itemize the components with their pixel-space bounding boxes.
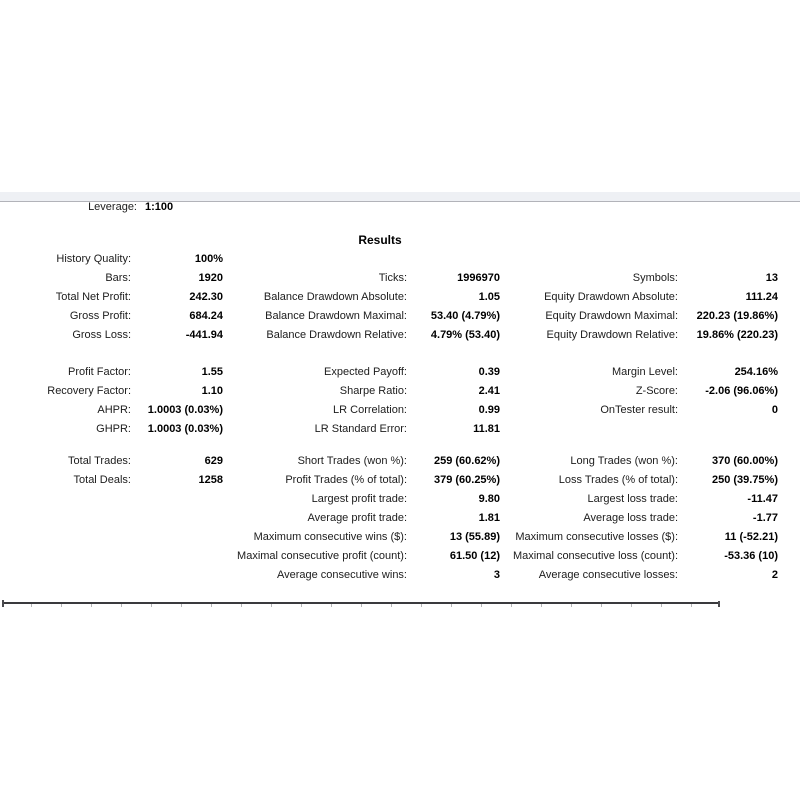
stat-label: OnTester result: [600,403,678,416]
stat-label: Short Trades (won %): [297,454,407,467]
stat-label: Long Trades (won %): [570,454,678,467]
stat-value: 259 (60.62%) [433,454,500,467]
leverage-value: 1:100 [145,201,174,213]
stat-value: 13 [765,271,778,284]
stat-label: Gross Profit: [69,309,131,322]
stat-value: 11.81 [473,422,500,435]
stat-label: Recovery Factor: [47,384,131,397]
stat-label: Sharpe Ratio: [339,384,407,397]
stat-value: 379 (60.25%) [433,473,500,486]
stat-label: Average consecutive wins: [276,568,407,581]
stat-label: History Quality: [56,252,131,265]
stat-label: Loss Trades (% of total): [558,473,678,486]
stat-value: 100% [194,252,223,265]
stat-value: 111.24 [745,290,778,303]
stat-value: 220.23 (19.86%) [696,309,778,322]
stat-value: 2.41 [478,384,500,397]
row-spacer [0,344,778,362]
stat-value: -53.36 (10) [724,549,778,562]
stat-value: -441.94 [185,328,223,341]
stat-label: Bars: [105,271,131,284]
result-row [0,508,778,527]
stat-value: 2 [771,568,778,581]
results-table [0,249,778,584]
stat-value: 0.99 [478,403,500,416]
stat-label: Largest profit trade: [311,492,407,505]
stat-label: Equity Drawdown Relative: [546,328,678,341]
stat-value: 250 (39.75%) [711,473,778,486]
stat-label: Maximal consecutive loss (count): [512,549,678,562]
stat-value: 11 (-52.21) [724,530,778,543]
stat-value: 19.86% (220.23) [696,328,778,341]
result-row [0,419,778,438]
stat-value: 242.30 [189,290,223,303]
stat-value: 629 [204,454,223,467]
stat-label: Z-Score: [635,384,678,397]
stat-label: Profit Trades (% of total): [285,473,407,486]
stat-value: 1.05 [478,290,500,303]
result-row [0,489,778,508]
stat-label: Average consecutive losses: [538,568,678,581]
result-row [0,565,778,584]
result-row [0,546,778,565]
stat-value: 1258 [198,473,223,486]
stat-label: Total Trades: [68,454,131,467]
result-row [0,306,778,325]
result-row [0,362,778,381]
stat-label: GHPR: [96,422,131,435]
result-row [0,287,778,306]
result-row [0,325,778,344]
result-row [0,400,778,419]
result-row [0,470,778,489]
stat-value: 9.80 [478,492,500,505]
stat-label: Average loss trade: [583,511,678,524]
stat-value: -1.77 [752,511,778,524]
stat-value: -11.47 [747,492,778,505]
stat-label: Symbols: [632,271,678,284]
stat-label: Balance Drawdown Relative: [266,328,407,341]
stat-label: Ticks: [378,271,407,284]
stat-value: 684.24 [189,309,223,322]
stat-value: -2.06 (96.06%) [705,384,778,397]
stat-value: 53.40 (4.79%) [430,309,500,322]
stat-label: LR Correlation: [333,403,407,416]
stat-value: 4.79% (53.40) [430,328,500,341]
stat-label: AHPR: [97,403,131,416]
stat-value: 1.10 [201,384,223,397]
stat-label: Balance Drawdown Maximal: [265,309,407,322]
stat-value: 1.0003 (0.03%) [147,422,223,435]
stat-value: 13 (55.89) [449,530,500,543]
leverage-label: Leverage: [88,201,137,213]
stat-label: Equity Drawdown Absolute: [544,290,678,303]
stat-label: Balance Drawdown Absolute: [263,290,407,303]
stat-label: Profit Factor: [68,365,131,378]
stat-value: 1.55 [201,365,223,378]
stat-label: Largest loss trade: [587,492,678,505]
chart-axis-minor-ticks [2,604,720,607]
result-row [0,249,778,268]
stat-value: 0.39 [478,365,500,378]
stat-value: 1996970 [457,271,500,284]
row-spacer [0,438,778,451]
stat-label: Expected Payoff: [324,365,407,378]
result-row [0,268,778,287]
leverage-row [0,200,400,214]
result-row [0,381,778,400]
stat-value: 1.0003 (0.03%) [147,403,223,416]
stat-label: Maximum consecutive wins ($): [253,530,407,543]
result-row [0,451,778,470]
stat-value: 254.16% [734,365,778,378]
stat-label: Equity Drawdown Maximal: [545,309,678,322]
stat-label: Maximum consecutive losses ($): [515,530,678,543]
stat-label: Average profit trade: [307,511,407,524]
stat-label: Margin Level: [611,365,678,378]
stat-value: 1.81 [478,511,500,524]
stat-label: Maximal consecutive profit (count): [237,549,407,562]
stat-value: 61.50 (12) [449,549,500,562]
stat-value: 370 (60.00%) [711,454,778,467]
result-row [0,527,778,546]
stat-label: Total Net Profit: [55,290,131,303]
stat-label: Total Deals: [73,473,131,486]
stat-value: 1920 [198,271,223,284]
stat-value: 0 [771,403,778,416]
stat-value: 3 [493,568,500,581]
stat-label: LR Standard Error: [314,422,407,435]
stat-label: Gross Loss: [72,328,131,341]
results-section-title: Results [358,233,402,247]
